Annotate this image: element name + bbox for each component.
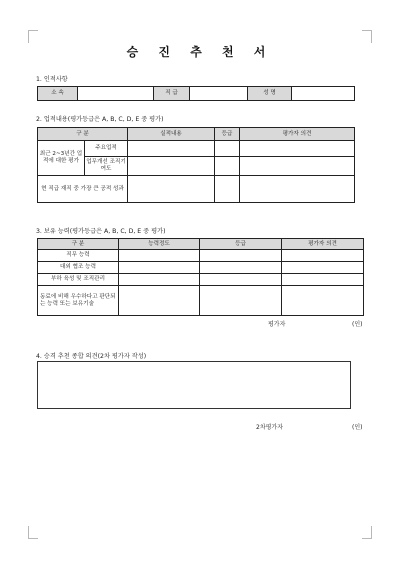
abilities-header-opinion: 평가자 의견 bbox=[282, 239, 364, 250]
document-title: 승 진 추 천 서 bbox=[126, 45, 274, 59]
section2-heading: 2. 업적내용(평가등급은 A, B, C, D, E 중 평가) bbox=[36, 116, 164, 123]
overall-opinion-box[interactable] bbox=[37, 361, 351, 409]
improvement-opinion[interactable] bbox=[240, 157, 355, 176]
position-field[interactable] bbox=[190, 87, 248, 101]
evaluator2-seal: (인) bbox=[352, 424, 363, 431]
ability-grade-cooperation[interactable] bbox=[200, 262, 282, 274]
greatest-achievement-content[interactable] bbox=[128, 176, 215, 203]
abilities-header-grade: 등급 bbox=[200, 239, 282, 250]
ability-grade-superior[interactable] bbox=[200, 286, 282, 316]
section3-heading: 3. 보유 능력(평가등급은 A, B, C, D, E 중 평가) bbox=[36, 228, 166, 235]
evaluator-seal: (인) bbox=[352, 321, 363, 328]
ability-level-management[interactable] bbox=[119, 274, 200, 286]
greatest-achievement-opinion[interactable] bbox=[240, 176, 355, 203]
ability-opinion-job[interactable] bbox=[282, 250, 364, 262]
section1-heading: 1. 인적사항 bbox=[36, 76, 68, 83]
improvement-grade[interactable] bbox=[215, 157, 240, 176]
improvement-label: 업무개선 조직기여도 bbox=[85, 157, 128, 176]
ability-label-cooperation: 대외 협조 능력 bbox=[38, 262, 119, 274]
recent-achievements-label: 최근 2~3년간 업적에 대한 평가 bbox=[38, 141, 85, 176]
main-achievements-grade[interactable] bbox=[215, 141, 240, 157]
main-achievements-opinion[interactable] bbox=[240, 141, 355, 157]
abilities-header-category: 구 분 bbox=[38, 239, 119, 250]
main-achievements-label: 주요업적 bbox=[85, 141, 128, 157]
evaluator2-label: 2차평가자 bbox=[256, 424, 284, 431]
personal-info-table bbox=[37, 86, 355, 101]
crop-mark-top-right bbox=[362, 30, 372, 43]
achievements-table bbox=[37, 127, 355, 203]
ability-level-superior[interactable] bbox=[119, 286, 200, 316]
ability-grade-job[interactable] bbox=[200, 250, 282, 262]
name-label: 성 명 bbox=[248, 87, 292, 101]
greatest-achievement-label: 현 직급 재직 중 가장 큰 공적 성과 bbox=[38, 176, 128, 203]
affiliation-field[interactable] bbox=[78, 87, 154, 101]
ability-level-cooperation[interactable] bbox=[119, 262, 200, 274]
achievements-header-grade: 등급 bbox=[215, 128, 240, 141]
achievements-header-content: 실적내용 bbox=[128, 128, 215, 141]
improvement-content[interactable] bbox=[128, 157, 215, 176]
crop-mark-bottom-left bbox=[28, 526, 38, 539]
crop-mark-bottom-right bbox=[362, 526, 372, 539]
main-achievements-content[interactable] bbox=[128, 141, 215, 157]
ability-grade-management[interactable] bbox=[200, 274, 282, 286]
ability-label-superior: 동료에 비해 우수하다고 판단되는 능력 또는 보유기술 bbox=[38, 286, 119, 316]
achievements-header-category: 구 분 bbox=[38, 128, 128, 141]
section4-heading: 4. 승격 추천 종합 의견(2차 평가자 작성) bbox=[36, 353, 147, 360]
greatest-achievement-grade[interactable] bbox=[215, 176, 240, 203]
evaluator-label: 평가자 bbox=[268, 321, 286, 328]
achievements-header-opinion: 평가자 의견 bbox=[240, 128, 355, 141]
name-field[interactable] bbox=[292, 87, 355, 101]
ability-level-job[interactable] bbox=[119, 250, 200, 262]
crop-mark-top-left bbox=[28, 30, 38, 43]
ability-opinion-cooperation[interactable] bbox=[282, 262, 364, 274]
ability-opinion-management[interactable] bbox=[282, 274, 364, 286]
abilities-table bbox=[37, 238, 364, 316]
ability-label-job: 직무 능력 bbox=[38, 250, 119, 262]
ability-opinion-superior[interactable] bbox=[282, 286, 364, 316]
ability-label-management: 부하 육성 및 조직관리 bbox=[38, 274, 119, 286]
abilities-header-level: 능력정도 bbox=[119, 239, 200, 250]
position-label: 직 급 bbox=[154, 87, 190, 101]
affiliation-label: 소 속 bbox=[38, 87, 78, 101]
